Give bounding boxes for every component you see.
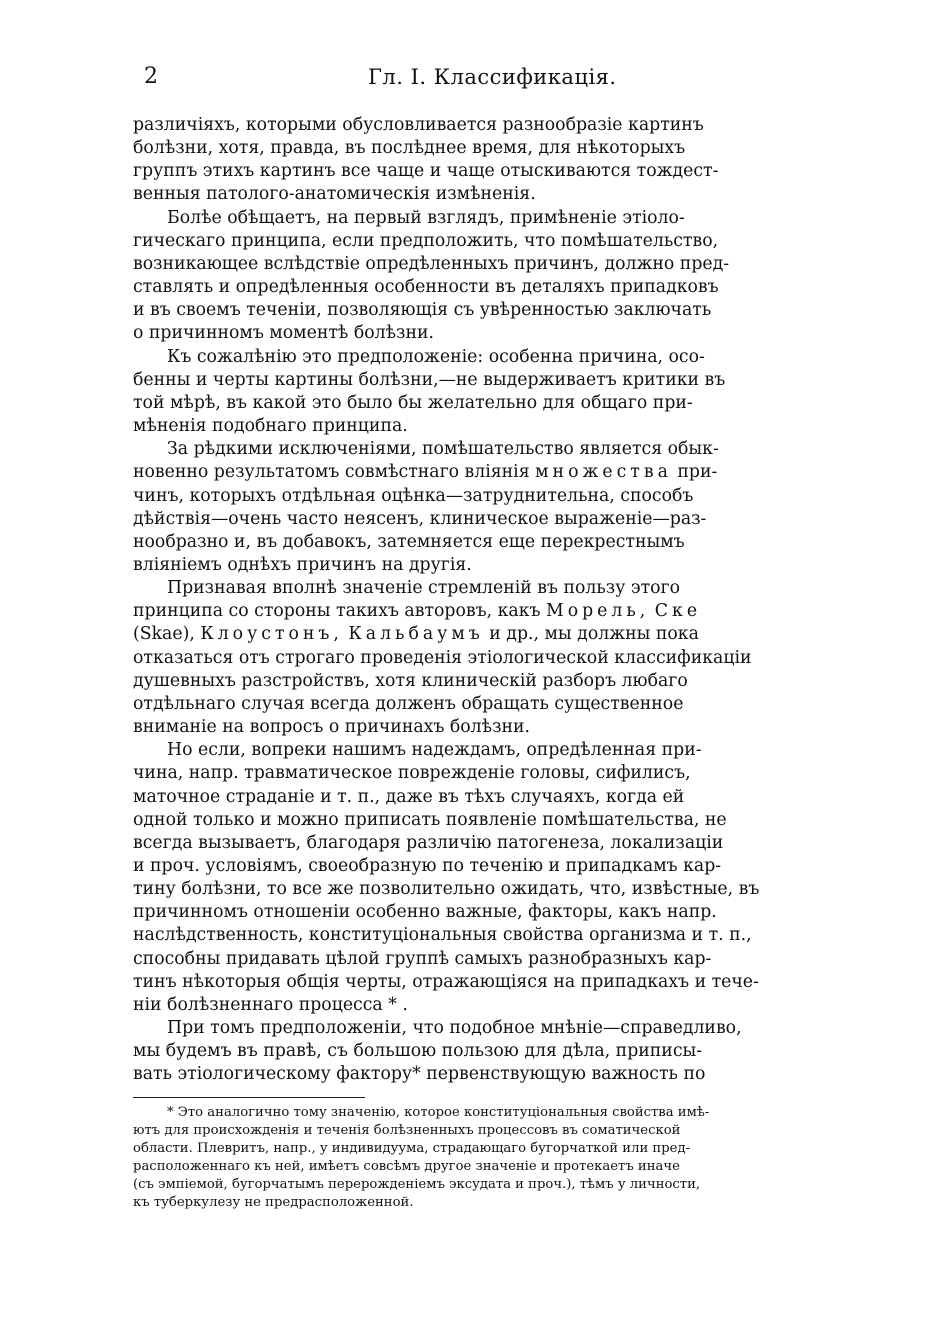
text-line: всегда вызываетъ, благодаря различію патогенеза, локализаціи [133, 832, 724, 853]
page-number: 2 [144, 64, 158, 89]
text-line: Къ сожалѣнію это предположеніе: особенна причина, осо- [167, 346, 705, 367]
text-line [133, 461, 809, 484]
text-line: тинъ нѣкоторыя общія черты, отражающіяся на припадкахъ и тече- [133, 971, 759, 992]
running-head: Гл. I. Классификація. [368, 65, 617, 89]
text-line: При томъ предположеніи, что подобное мнѣніе—справедливо, [167, 1018, 742, 1039]
paragraph-7 [133, 1017, 809, 1086]
text-line: и въ своемъ теченіи, позволяющія съ увѣренностью заключать [133, 300, 712, 321]
text-line: венныя патолого-анатомическія измѣненія. [133, 184, 536, 205]
text-line: ніи болѣзненнаго процесса * . [133, 994, 408, 1015]
text-line: чина, напр. травматическое поврежденіе головы, сифилисъ, [133, 763, 691, 784]
text-line: вліяніемъ однѣхъ причинъ на другія. [133, 554, 472, 575]
paragraph-5 [133, 577, 809, 739]
paragraph-1 [133, 114, 809, 207]
text-line: одной только и можно приписать появленіе помѣшательства, не [133, 809, 727, 830]
text-line: тину болѣзни, то все же позволительно ожидать, что, извѣстные, въ [133, 879, 760, 900]
text-line: вниманіе на вопросъ о причинахъ болѣзни. [133, 717, 531, 738]
text-line: отказаться отъ строгаго проведенія этіологической классификаціи [133, 647, 752, 668]
footnote-line: къ туберкулезу не предрасположенной. [133, 1195, 414, 1211]
text-line: различіяхъ, которыми обусловливается разнообразіе картинъ [133, 115, 704, 135]
text-line: наслѣдственность, конституціональныя свойства организма и т. п., [133, 925, 752, 946]
paragraph-6 [133, 739, 809, 1017]
author-name-kahlbaum: Кальбаумъ [348, 624, 484, 645]
footnote [133, 1104, 809, 1213]
body-text [133, 114, 809, 1087]
text-line: дѣйствія—очень часто неясенъ, клиническое выраженіе—раз- [133, 508, 707, 529]
spaced-emphasis: множества [535, 462, 672, 483]
text-line [133, 623, 809, 646]
paragraph-4 [133, 438, 809, 577]
text-segment: и др., мы должны пока [489, 624, 699, 645]
text-line: отдѣльнаго случая всегда долженъ обращать существенное [133, 693, 684, 714]
footnote-divider [133, 1097, 365, 1098]
text-line: мѣненія подобнаго принципа. [133, 416, 408, 437]
text-segment: новенно результатомъ совмѣстнаго вліянія [133, 462, 530, 483]
author-name-clouston: Клоустонъ, [200, 624, 343, 645]
footnote-paragraph [133, 1104, 809, 1213]
paragraph-2 [133, 207, 809, 346]
text-line: За рѣдкими исключеніями, помѣшательство является обык- [167, 439, 719, 460]
text-line: бенны и черты картины болѣзни,—не выдерживаетъ критики въ [133, 369, 726, 390]
text-line: причинномъ отношеніи особенно важные, факторы, какъ напр. [133, 902, 717, 923]
text-line: мы будемъ въ правѣ, съ большою пользою для дѣла, приписы- [133, 1041, 703, 1062]
text-line: о причинномъ моментѣ болѣзни. [133, 323, 434, 344]
paragraph-3 [133, 346, 809, 439]
text-line: и проч. условіямъ, своеобразную по теченію и припадкамъ кар- [133, 856, 722, 876]
text-line: гическаго принципа, если предположить, что помѣшательство, [133, 230, 719, 251]
text-line: Болѣе обѣщаетъ, на первый взглядъ, примѣненіе этіоло- [167, 207, 685, 228]
text-line: Признавая вполнѣ значеніе стремленій въ пользу этого [167, 578, 680, 599]
text-line: способны придавать цѣлой группѣ самыхъ разнобразныхъ кар- [133, 948, 712, 969]
text-line: той мѣрѣ, въ какой это было бы желательно для общаго при- [133, 392, 693, 413]
page-header [138, 62, 808, 94]
author-name-morel: Морель, [546, 601, 650, 622]
text-line: чинъ, которыхъ отдѣльная оцѣнка—затруднительна, способъ [133, 485, 694, 506]
text-line: нообразно и, въ добавокъ, затемняется еще перекрестнымъ [133, 531, 685, 552]
text-line: маточное страданіе и т. п., даже въ тѣхъ случаяхъ, когда ей [133, 786, 685, 807]
footnote-line: * Это аналогично тому значенію, которое конституціональныя свойства имѣ- [167, 1105, 710, 1120]
text-line: группъ этихъ картинъ все чаще и чаще отыскиваются тождест- [133, 161, 719, 182]
footnote-line: области. Плевритъ, напр., у индивидуума, страдающаго бугорчаткой или пред- [133, 1141, 691, 1157]
text-line: ставлять и опредѣленныя особенности въ деталяхъ припадковъ [133, 277, 719, 298]
text-line: Но если, вопреки нашимъ надеждамъ, опредѣленная при- [167, 740, 702, 761]
author-name-skae: Ске [654, 601, 702, 622]
text-line: болѣзни, хотя, правда, въ послѣднее время, для нѣкоторыхъ [133, 138, 686, 159]
footnote-line: (съ эмпіемой, бугорчатымъ перерожденіемъ эксудата и проч.), тѣмъ у личности, [133, 1177, 701, 1193]
text-line: возникающее вслѣдствіе опредѣленныхъ причинъ, должно пред- [133, 253, 730, 274]
text-line [133, 600, 809, 623]
text-segment: при- [677, 462, 718, 483]
text-line: вать этіологическому фактору* первенствующую важность по [133, 1064, 706, 1085]
footnote-line: расположеннаго къ ней, имѣетъ совсѣмъ другое значеніе и протекаетъ иначе [133, 1159, 680, 1175]
text-line: душевныхъ разстройствъ, хотя клиническій разборъ любаго [133, 670, 688, 691]
text-segment: принципа со стороны такихъ авторовъ, какъ [133, 601, 541, 622]
text-segment: (Skae), [133, 624, 195, 645]
footnote-line: ютъ для происхожденія и теченія болѣзненныхъ процессовъ въ соматической [133, 1123, 681, 1139]
